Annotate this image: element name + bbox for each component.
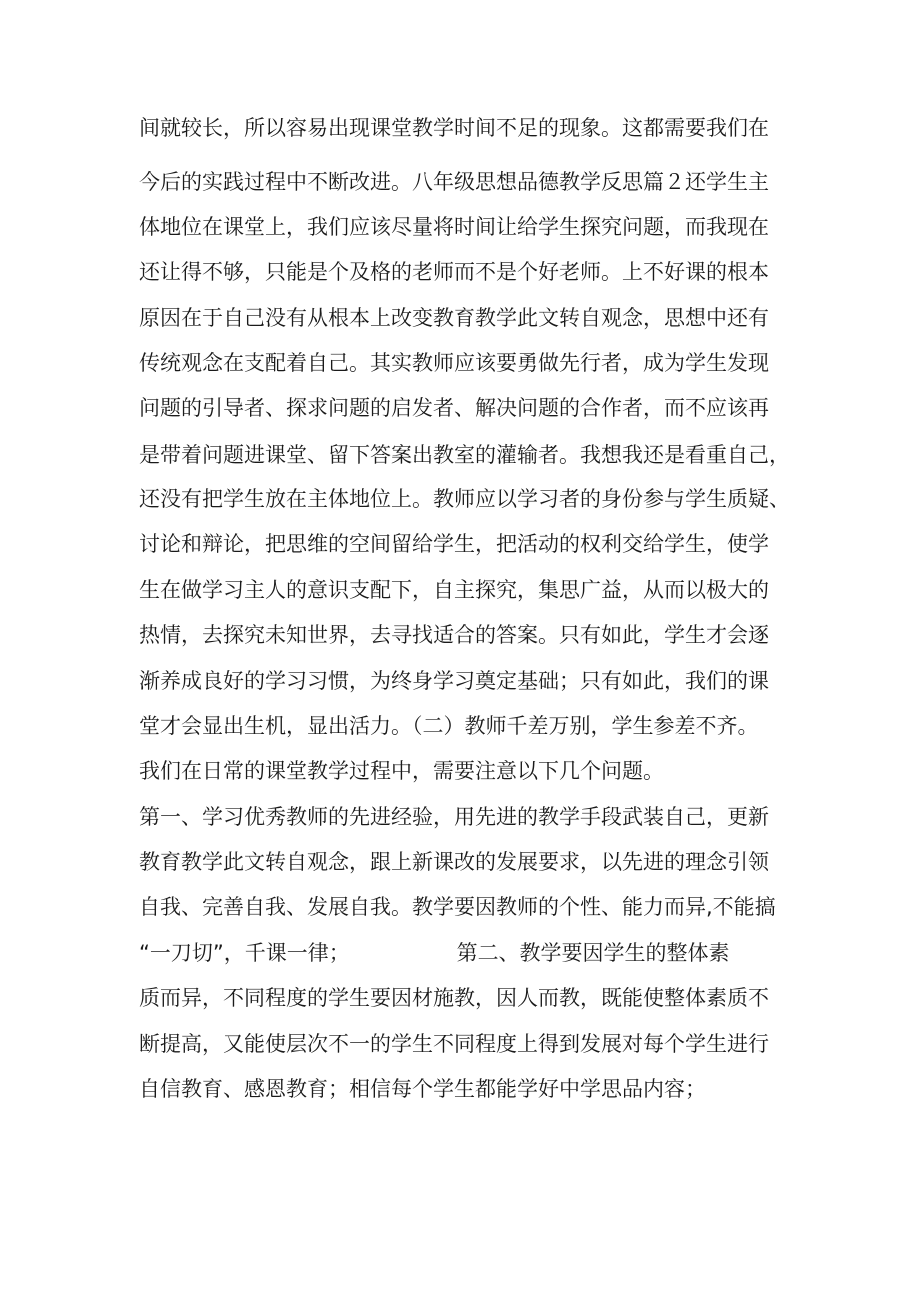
- paragraph-line: 传统观念在支配着自己。其实教师应该要勇做先行者，成为学生发现: [139, 351, 769, 375]
- paragraph-line: 原因在于自己没有从根本上改变教育教学此文转自观念，思想中还有: [139, 306, 769, 330]
- paragraph-line: 间就较长，所以容易出现课堂教学时间不足的现象。这都需要我们在: [139, 116, 769, 140]
- paragraph-line: 还没有把学生放在主体地位上。教师应以学习者的身份参与学生质疑、: [139, 487, 790, 511]
- paragraph-line: 我们在日常的课堂教学过程中，需要注意以下几个问题。: [139, 759, 664, 783]
- paragraph-line: 讨论和辩论，把思维的空间留给学生，把活动的权利交给学生，使学: [139, 532, 769, 556]
- paragraph-line: 自我、完善自我、发展自我。教学要因教师的个性、能力而异,不能搞: [139, 895, 776, 919]
- paragraph-line: “一刀切”，千课一律； 第二、教学要因学生的整体素: [139, 941, 730, 965]
- paragraph-line: 渐养成良好的学习习惯，为终身学习奠定基础；只有如此，我们的课: [139, 669, 769, 693]
- paragraph-line: 还让得不够，只能是个及格的老师而不是个好老师。上不好课的根本: [139, 260, 769, 284]
- paragraph-line: 是带着问题进课堂、留下答案出教室的灌输者。我想我还是看重自己，: [139, 443, 790, 467]
- paragraph-line: 问题的引导者、探求问题的启发者、解决问题的合作者，而不应该再: [139, 396, 769, 420]
- paragraph-line: 热情，去探究未知世界，去寻找适合的答案。只有如此，学生才会逐: [139, 623, 769, 647]
- paragraph-line: 断提高，又能使层次不一的学生不同程度上得到发展对每个学生进行: [139, 1032, 769, 1056]
- paragraph-line: 质而异，不同程度的学生要因材施教，因人而教，既能使整体素质不: [139, 986, 769, 1010]
- paragraph-line: 体地位在课堂上，我们应该尽量将时间让给学生探究问题，而我现在: [139, 215, 769, 239]
- paragraph-line: 堂才会显出生机，显出活力。（二）教师千差万别，学生参差不齐。: [139, 714, 759, 738]
- paragraph-line: 教育教学此文转自观念，跟上新课改的发展要求，以先进的理念引领: [139, 850, 769, 874]
- paragraph-line: 今后的实践过程中不断改进。八年级思想品德教学反思篇２还学生主: [139, 170, 769, 194]
- paragraph-line: 生在做学习主人的意识支配下，自主探究，集思广益，从而以极大的: [139, 578, 769, 602]
- paragraph-line: 第一、学习优秀教师的先进经验，用先进的教学手段武装自己，更新: [139, 805, 769, 829]
- paragraph-line: 自信教育、感恩教育；相信每个学生都能学好中学思品内容；: [139, 1077, 706, 1101]
